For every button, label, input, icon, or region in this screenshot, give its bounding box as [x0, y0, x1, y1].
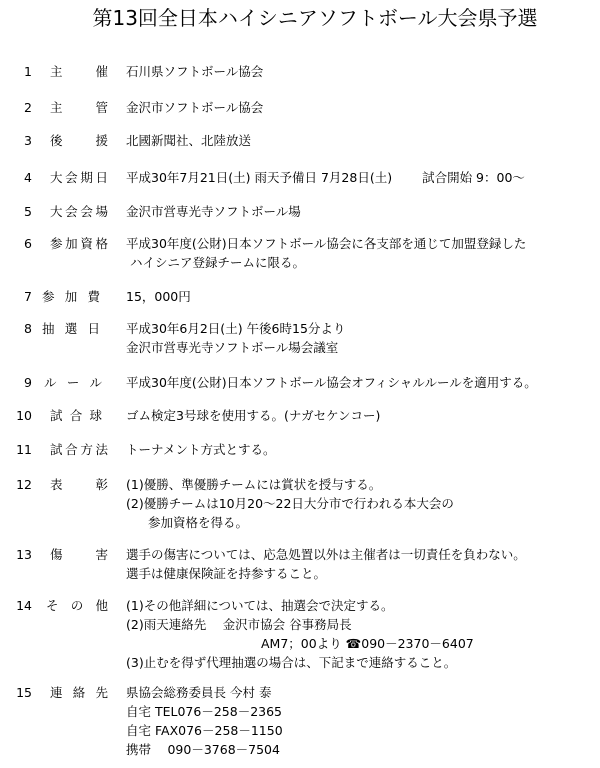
item-label: 連絡先 [50, 685, 108, 700]
item-text: ゴム検定3号球を使用する。(ナガセケンコー) [126, 408, 381, 423]
item-number: 2 [24, 100, 32, 115]
item-text: 平成30年7月21日(土) 雨天予備日 7月28日(土) [126, 170, 393, 185]
item-label: 主管 [50, 100, 108, 115]
item-number: 6 [24, 236, 32, 251]
item-text: 平成30年6月2日(土) 午後6時15分より [126, 321, 346, 336]
item-text: (1)その他詳細については、抽選会で決定する。 [126, 598, 394, 613]
item-label: ルール [44, 375, 102, 390]
item-number: 11 [16, 442, 32, 457]
item-text: トーナメント方式とする。 [126, 442, 276, 457]
item-text: 金沢市ソフトボール協会 [126, 100, 264, 115]
item-label: 試合球 [50, 408, 102, 423]
item-text: (1)優勝、準優勝チームには賞状を授与する。 [126, 477, 382, 492]
item-number: 7 [24, 289, 32, 304]
contact-name: 県協会総務委員長 今村 泰 [126, 685, 272, 700]
item-text: (2)雨天連絡先 金沢市協会 谷事務局長 [126, 617, 352, 632]
item-text: 選手は健康保険証を持参すること。 [126, 566, 327, 581]
item-number: 15 [16, 685, 32, 700]
item-text: 選手の傷害については、応急処置以外は主催者は一切責任を負わない。 [126, 547, 526, 562]
item-number: 4 [24, 170, 32, 185]
item-number: 5 [24, 204, 32, 219]
item-label: 傷害 [50, 547, 108, 562]
item-text: 北國新聞社、北陸放送 [126, 133, 252, 148]
item-text: 金沢市営専光寺ソフトボール場会議室 [126, 340, 339, 355]
item-text: 金沢市営専光寺ソフトボール場 [126, 204, 301, 219]
rain-contact-phone: AM7；00より ☎090－2370－6407 [261, 636, 474, 651]
item-label: 大会期日 [50, 170, 108, 185]
item-label: 参加費 [42, 289, 100, 304]
item-text: 平成30年度(公財)日本ソフトボール協会オフィシャルルールを適用する。 [126, 375, 537, 390]
item-label: 後援 [50, 133, 108, 148]
item-text: 参加資格を得る。 [148, 515, 249, 530]
item-number: 14 [16, 598, 32, 613]
item-label: 抽選日 [42, 321, 100, 336]
item-number: 13 [16, 547, 32, 562]
item-text: 平成30年度(公財)日本ソフトボール協会に各支部を通じて加盟登録した [126, 236, 527, 251]
item-number: 10 [16, 408, 32, 423]
item-text: 石川県ソフトボール協会 [126, 64, 264, 79]
item-text: 15，000円 [126, 289, 191, 304]
item-text: (3)止むを得ず代理抽選の場合は、下記まで連絡すること。 [126, 655, 457, 670]
contact-mobile: 携帯 090－3768－7504 [126, 742, 280, 757]
game-start-time: 試合開始 9：00～ [422, 170, 525, 185]
item-label: 主催 [50, 64, 108, 79]
item-label: 表彰 [50, 477, 108, 492]
contact-tel: 自宅 TEL076－258－2365 [126, 704, 282, 719]
item-number: 8 [24, 321, 32, 336]
item-text: (2)優勝チームは10月20～22日大分市で行われる本大会の [126, 496, 454, 511]
document-title: 第13回全日本ハイシニアソフトボール大会県予選 [92, 6, 538, 30]
item-number: 12 [16, 477, 32, 492]
item-number: 3 [24, 133, 32, 148]
item-text: ハイシニア登録チームに限る。 [130, 255, 306, 270]
item-number: 9 [24, 375, 32, 390]
item-label: 大会会場 [50, 204, 108, 219]
contact-fax: 自宅 FAX076－258－1150 [126, 723, 283, 738]
item-label: 参加資格 [50, 236, 108, 251]
item-label: 試合方法 [50, 442, 108, 457]
item-number: 1 [24, 64, 32, 79]
item-label: その他 [46, 598, 108, 613]
